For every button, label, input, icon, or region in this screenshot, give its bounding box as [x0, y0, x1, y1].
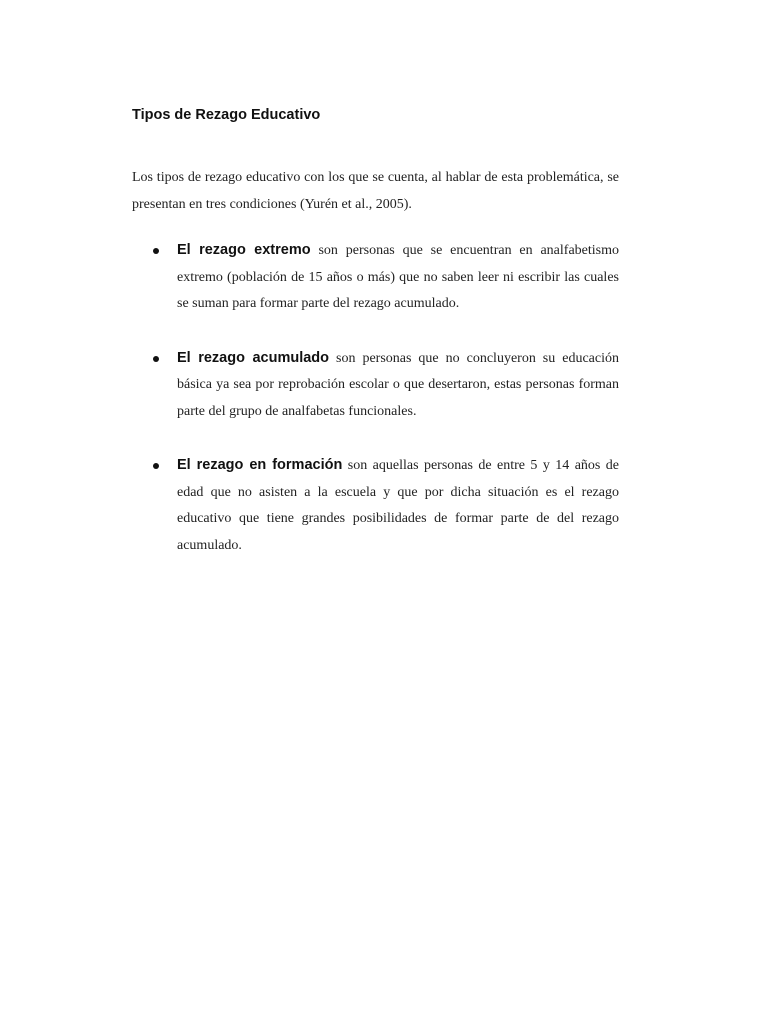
term-label: El rezago extremo: [177, 242, 311, 258]
document-body: [132, 100, 619, 586]
term-label: El rezago en formación: [177, 457, 343, 473]
bullet-icon: [153, 248, 159, 254]
term-description: son personas que se encuentran en analfabetismo extremo (población de 15 años o más) que no saben leer ni escribir las cuales se suman para formar parte del rezago acumulado.: [177, 243, 619, 311]
bullet-icon: [153, 356, 159, 362]
term-description: son aquellas personas de entre 5 y 14 años de edad que no asisten a la escuela y que por dicha situación es el rezago educativo que tiene grandes posibilidades de formar parte de del rezago acumulado.: [177, 458, 620, 553]
document-title: Tipos de Rezago Educativo: [132, 107, 321, 123]
bullet-list: [132, 237, 619, 559]
bullet-icon: [153, 463, 159, 469]
list-item: [132, 237, 619, 318]
term-description: son personas que no concluyeron su educación básica ya sea por reprobación escolar o que desertaron, estas personas forman parte del grupo de analfabetas funcionales.: [177, 350, 619, 419]
list-item: [132, 345, 619, 426]
term-label: El rezago acumulado: [177, 349, 330, 366]
list-item: [132, 452, 619, 559]
intro-paragraph: Los tipos de rezago educativo con los que se cuenta, al hablar de esta problemática, se presentan en tres condiciones (Yurén et al., 2005).: [132, 170, 619, 212]
